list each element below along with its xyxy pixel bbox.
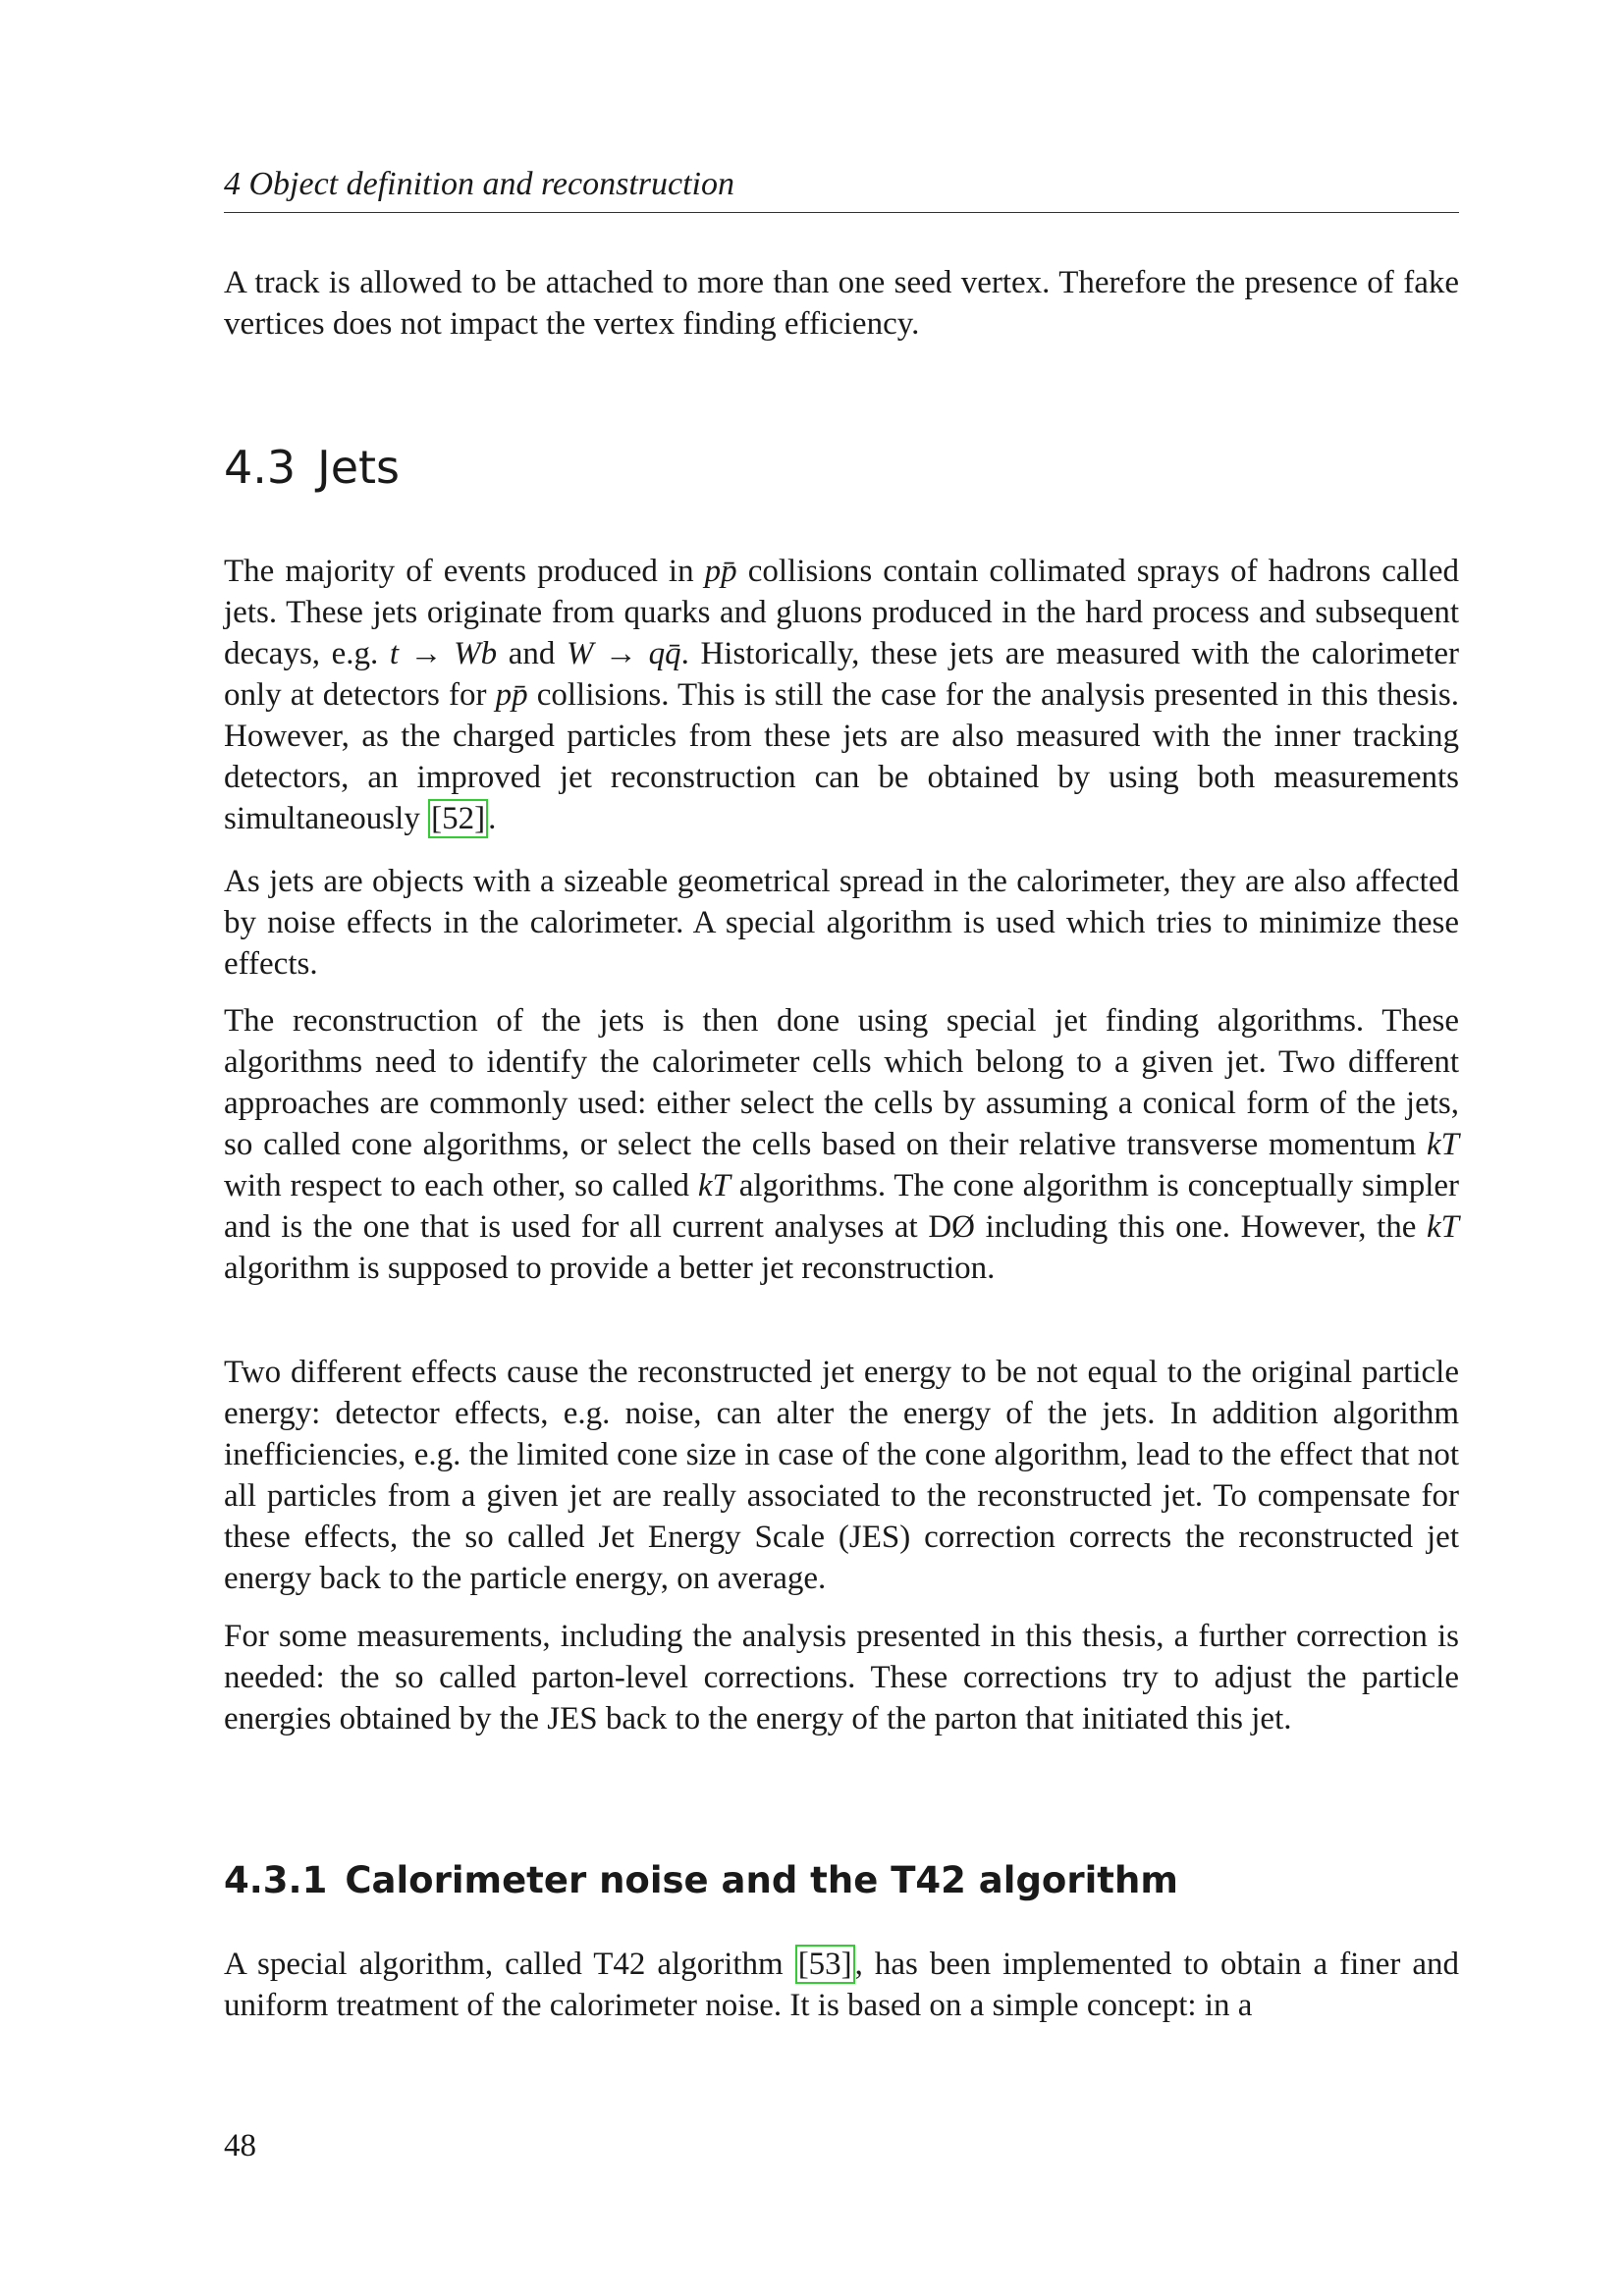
p1-text-1: The majority of events produced in [224,554,705,589]
citation-link-52[interactable]: [52] [428,799,488,838]
p3-math-kt-2: kT [697,1168,731,1203]
paragraph-t42 [224,1944,1459,2026]
section-heading [224,440,400,495]
p1-math-ppbar: pp̄ [704,554,737,589]
p3-text-4: algorithm is supposed to provide a better jet reconstruction. [224,1251,996,1286]
section-number: 4.3 [224,441,297,494]
intro-paragraph: A track is allowed to be attached to more than one seed vertex. Therefore the presence of fake vertices does not impact the vertex finding efficiency. [224,265,1459,342]
p3-text-3: algorithms. The cone algorithm is conceptually simpler and is the one that is used for all current analyses at DØ including this one. However, the [224,1168,1459,1245]
p1-text-6: . [488,801,497,836]
p3-text-2: with respect to each other, so called [224,1168,698,1203]
p1-math-ppbar-2: pp̄ [495,677,528,713]
paragraph-reconstruction [224,1000,1459,1289]
p3-math-kt-3: kT [1427,1209,1459,1245]
paragraph-parton-corrections: For some measurements, including the analysis presented in this thesis, a further correction is needed: the so called parton-level corrections. These corrections try to adjust the particle energies obtained by the JES back to the energy of the parton that initiated this jet. [224,1619,1459,1736]
p1-math-w-qqbar: W → qq̄ [566,636,681,671]
subsection-title: Calorimeter noise and the T42 algorithm [345,1859,1178,1901]
p6-text-2: , has been implemented to obtain a finer and uniform treatment of the calorimeter noise. It is based on a simple concept: in a [224,1947,1460,2023]
page-number: 48 [224,2128,256,2163]
citation-link-53[interactable]: [53] [795,1945,855,1984]
subsection-number: 4.3.1 [224,1859,328,1901]
section-title: Jets [317,441,401,494]
running-head: 4 Object definition and reconstruction [224,165,1459,213]
p1-math-t-wb: t → Wb [389,636,498,671]
p1-text-5: collisions. This is still the case for the analysis presented in this thesis. However, as the charged particles from these jets are also measured with the inner tracking detectors, an improved jet reconstruction can be obtained by using both measurements simultaneously [224,677,1459,836]
p1-text-4: . Historically, these jets are measured with the calorimeter only at detectors for [224,636,1459,713]
p6-text-1: A special algorithm, called T42 algorithm [224,1947,795,1982]
p3-text-1: The reconstruction of the jets is then done using special jet finding algorithms. These algorithms need to identify the calorimeter cells which belong to a given jet. Two different approaches are commonly used: either select the cells by assuming a conical form of the jets, so called cone algorithms, or select the cells based on their relative transverse momentum [224,1003,1459,1162]
p1-text-2: collisions contain collimated sprays of hadrons called jets. These jets originate from quarks and gluons produced in the hard process and subsequent decays, e.g. [224,554,1459,671]
paragraph-jets-intro [224,551,1459,839]
subsection-heading [224,1858,1178,1903]
paragraph-noise: As jets are objects with a sizeable geometrical spread in the calorimeter, they are also affected by noise effects in the calorimeter. A special algorithm is used which tries to minimize these effects. [224,864,1459,982]
p3-math-kt: kT [1427,1127,1459,1162]
paragraph-jes: Two different effects cause the reconstructed jet energy to be not equal to the original particle energy: detector effects, e.g. noise, can alter the energy of the jets. In addition algorithm inefficiencies, e.g. the limited cone size in case of the cone algorithm, lead to the effect that not all particles from a given jet are really associated to the reconstructed jet. To compensate for these effects, the so called Jet Energy Scale (JES) correction corrects the reconstructed jet energy back to the particle energy, on average. [224,1355,1459,1596]
p1-text-3: and [497,636,567,671]
